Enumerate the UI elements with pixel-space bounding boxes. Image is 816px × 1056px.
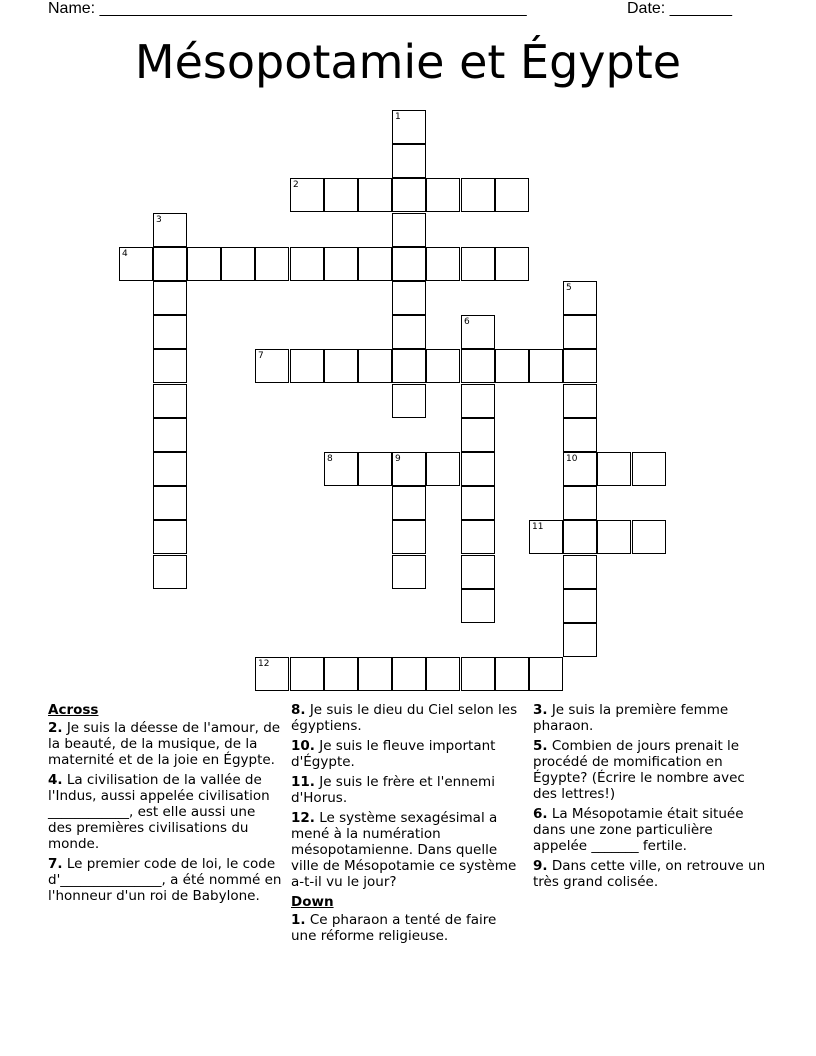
grid-cell[interactable] [290,247,324,281]
grid-cell[interactable] [563,589,597,623]
clue [48,720,283,768]
clue-number: 10 [566,454,578,464]
grid-cell[interactable] [392,315,426,349]
grid-cell[interactable] [153,486,187,520]
grid-cell[interactable] [290,349,324,383]
clue-text: Je suis le frère et l'ennemi d'Horus. [291,774,495,806]
grid-cell[interactable] [358,349,392,383]
clue-number: 7. [48,856,63,872]
clue [48,856,283,904]
grid-cell[interactable] [221,247,255,281]
down-heading: Down [291,894,334,910]
clue-number: 4. [48,772,63,788]
clue-text: La Mésopotamie était située dans une zone particulière appelée _______ fertile. [533,806,744,854]
page-title: Mésopotamie et Égypte [134,35,682,89]
clue-number: 9 [395,454,401,464]
grid-cell[interactable] [392,247,426,281]
grid-cell[interactable] [392,110,426,144]
clue-column-1 [48,702,283,908]
grid-cell[interactable] [563,452,597,486]
grid-cell[interactable] [290,657,324,691]
clue-text: Je suis le dieu du Ciel selon les égyptiens. [291,702,518,734]
grid-cell[interactable] [632,520,666,554]
grid-cell[interactable] [563,315,597,349]
grid-cell[interactable] [153,247,187,281]
clue [291,774,523,806]
grid-cell[interactable] [255,657,289,691]
grid-cell[interactable] [461,486,495,520]
grid-cell[interactable] [392,349,426,383]
grid-cell[interactable] [461,384,495,418]
clue-number: 2 [293,180,299,190]
grid-cell[interactable] [153,213,187,247]
grid-cell[interactable] [392,657,426,691]
clue-text: Le système sexagésimal a mené à la numération mésopotamienne. Dans quelle ville de Mésopotamie ce système a-t-il vu le jour? [291,810,517,890]
grid-cell[interactable] [461,452,495,486]
clue-number: 6 [464,317,470,327]
grid-cell[interactable] [426,452,460,486]
grid-cell[interactable] [461,178,495,212]
grid-cell[interactable] [563,349,597,383]
grid-cell[interactable] [392,178,426,212]
clue-number: 7 [258,351,264,361]
clue [291,912,523,944]
date-line: Date: _______ [627,0,732,17]
grid-cell[interactable] [153,555,187,589]
clue-text: Ce pharaon a tenté de faire une réforme religieuse. [291,912,497,944]
grid-cell[interactable] [153,452,187,486]
grid-cell[interactable] [563,520,597,554]
grid-cell[interactable] [461,315,495,349]
clue-number: 3 [156,215,162,225]
clue-number: 5. [533,738,548,754]
grid-cell[interactable] [358,452,392,486]
clue-number: 1. [291,912,306,928]
clue-number: 1 [395,112,401,122]
grid-cell[interactable] [529,349,563,383]
grid-cell[interactable] [324,657,358,691]
grid-cell[interactable] [563,623,597,657]
grid-cell[interactable] [597,520,631,554]
clue [291,702,523,734]
grid-cell[interactable] [563,555,597,589]
grid-cell[interactable] [392,281,426,315]
grid-cell[interactable] [529,520,563,554]
grid-cell[interactable] [153,349,187,383]
grid-cell[interactable] [426,657,460,691]
grid-cell[interactable] [392,520,426,554]
grid-cell[interactable] [563,384,597,418]
grid-cell[interactable] [495,349,529,383]
grid-cell[interactable] [324,349,358,383]
clue [533,858,768,890]
grid-cell[interactable] [255,247,289,281]
grid-cell[interactable] [153,418,187,452]
grid-cell[interactable] [461,349,495,383]
clue-text: Le premier code de loi, le code d'_______________, a été nommé en l'honneur d'un roi de Babylone. [48,856,282,904]
clue-number: 5 [566,283,572,293]
grid-cell[interactable] [461,418,495,452]
grid-cell[interactable] [392,213,426,247]
grid-cell[interactable] [461,657,495,691]
clue-number: 6. [533,806,548,822]
grid-cell[interactable] [392,452,426,486]
clue-text: Dans cette ville, on retrouve un très grand colisée. [533,858,766,890]
clue [48,772,283,852]
grid-cell[interactable] [358,178,392,212]
grid-cell[interactable] [358,657,392,691]
clue-number: 9. [533,858,548,874]
grid-cell[interactable] [597,452,631,486]
clue-text: Je suis la première femme pharaon. [533,702,729,734]
grid-cell[interactable] [153,520,187,554]
grid-cell[interactable] [632,452,666,486]
clue-number: 8. [291,702,306,718]
grid-cell[interactable] [392,486,426,520]
grid-cell[interactable] [290,178,324,212]
grid-cell[interactable] [495,657,529,691]
grid-cell[interactable] [495,247,529,281]
clue-number: 3. [533,702,548,718]
grid-cell[interactable] [324,452,358,486]
grid-cell[interactable] [153,384,187,418]
clue-text: Combien de jours prenait le procédé de momification en Égypte? (Écrire le nombre avec des lettres!) [533,738,745,802]
clue-number: 11. [291,774,315,790]
clue-number: 4 [122,249,128,259]
grid-cell[interactable] [461,589,495,623]
clue-text: La civilisation de la vallée de l'Indus, aussi appelée civilisation ____________, est elle aussi une des premières civilisations du monde. [48,772,270,852]
grid-cell[interactable] [119,247,153,281]
clue-number: 12 [258,659,270,669]
grid-cell[interactable] [392,384,426,418]
grid-cell[interactable] [461,247,495,281]
grid-cell[interactable] [392,144,426,178]
clue-number: 8 [327,454,333,464]
clue-text: Je suis la déesse de l'amour, de la beauté, de la musique, de la maternité et de la joie en Égypte. [48,720,281,768]
clue [291,810,523,890]
clue [533,738,768,802]
grid-cell[interactable] [563,486,597,520]
grid-cell[interactable] [426,178,460,212]
clue-text: Je suis le fleuve important d'Égypte. [291,738,496,770]
grid-cell[interactable] [153,281,187,315]
clue-column-2 [291,702,523,948]
name-line: Name: ________________________________________________ [48,0,527,17]
clue-number: 10. [291,738,315,754]
grid-cell[interactable] [426,349,460,383]
across-heading: Across [48,702,99,718]
grid-cell[interactable] [187,247,221,281]
grid-cell[interactable] [426,247,460,281]
grid-cell[interactable] [358,247,392,281]
grid-cell[interactable] [324,178,358,212]
grid-cell[interactable] [324,247,358,281]
clue [291,738,523,770]
grid-cell[interactable] [461,555,495,589]
grid-cell[interactable] [495,178,529,212]
grid-cell[interactable] [255,349,289,383]
clue-number: 11 [532,522,544,532]
grid-cell[interactable] [461,520,495,554]
grid-cell[interactable] [563,281,597,315]
clue [533,702,768,734]
clue-column-3 [533,702,768,894]
grid-cell[interactable] [529,657,563,691]
grid-cell[interactable] [563,418,597,452]
grid-cell[interactable] [153,315,187,349]
grid-cell[interactable] [392,555,426,589]
clue [533,806,768,854]
clue-number: 12. [291,810,315,826]
clue-number: 2. [48,720,63,736]
